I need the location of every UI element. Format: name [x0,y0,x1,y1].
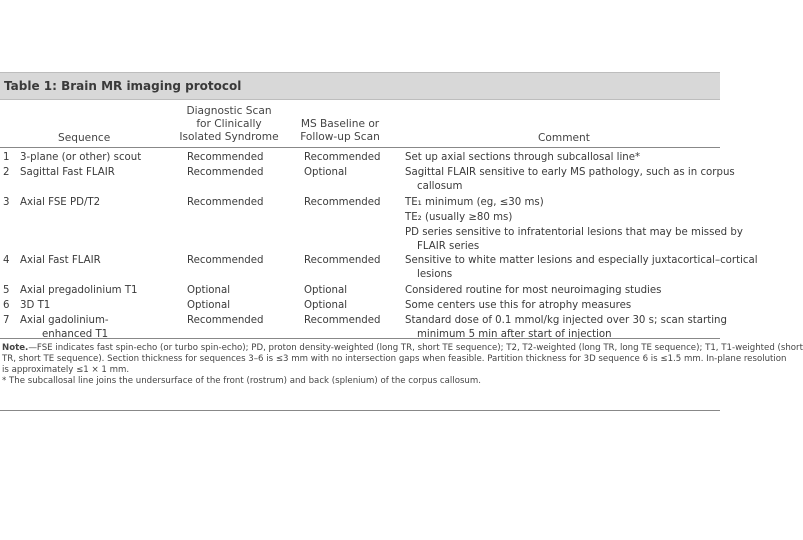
header-ms [290,118,390,144]
header-diagnostic [168,105,290,144]
row-comment: callosum [417,180,463,192]
row-sequence: 3D T1 [20,300,51,311]
row-diagnostic: Recommended [187,315,264,326]
row-ms: Optional [304,167,348,178]
row-ms: Recommended [304,255,381,266]
row-ms: Optional [304,300,348,311]
row-number: 5 [3,285,10,296]
header-ms-line: MS Baseline or [300,118,380,130]
row-diagnostic: Recommended [187,152,264,163]
note-line [0,343,803,354]
row-comment: TE₂ (usually ≥80 ms) [405,212,513,223]
footnote-line: * The subcallosal line joins the undersurface of the front (rostrum) and back (splenium) of the corpus callosum. [2,376,481,386]
row-number: 2 [3,167,10,178]
row-comment: FLAIR series [417,240,480,252]
row-ms: Optional [304,285,348,296]
row-ms: Recommended [304,152,381,163]
table-body [0,148,758,340]
row-ms: Recommended [304,315,381,326]
row-sequence: Axial Fast FLAIR [20,255,101,266]
row-sequence: Sagittal Fast FLAIR [20,167,115,178]
header-diagnostic-line: for Clinically [196,118,262,130]
row-comment: PD series sensitive to infratentorial lesions that may be missed by [405,227,743,238]
row-number: 1 [3,152,10,163]
row-sequence: enhanced T1 [42,328,109,340]
table-header [0,100,720,148]
row-sequence: Axial pregadolinium T1 [20,285,138,296]
header-diagnostic-line: Isolated Syndrome [179,131,279,143]
row-comment: TE₁ minimum (eg, ≤30 ms) [405,197,544,208]
header-ms-line: Follow-up Scan [300,131,380,143]
row-comment: Sensitive to white matter lesions and especially juxtacortical–cortical [405,255,758,266]
row-diagnostic: Recommended [187,167,264,178]
row-comment: Sagittal FLAIR sensitive to early MS pathology, such as in corpus [405,167,735,178]
row-sequence: 3-plane (or other) scout [20,152,142,163]
bottom-rule [0,410,720,411]
protocol-table [0,72,803,386]
row-sequence: Axial FSE PD/T2 [20,197,101,208]
row-diagnostic: Optional [187,300,231,311]
row-diagnostic: Recommended [187,197,264,208]
row-comment: Standard dose of 0.1 mmol/kg injected over 30 s; scan starting [405,315,727,326]
row-comment: Set up axial sections through subcallosal line* [405,152,641,163]
row-sequence: Axial gadolinium- [20,315,109,326]
row-number: 6 [3,300,10,311]
header-sequence: Sequence [58,132,111,144]
row-comment: Considered routine for most neuroimaging studies [405,285,662,296]
header-diagnostic-line: Diagnostic Scan [186,105,272,117]
row-ms: Recommended [304,197,381,208]
note-line: TR, short TE sequence). Section thickness for sequences 3–6 is ≤3 mm with no intersection gaps when feasible. Partition thickness for 3D sequence 6 is ≤1.5 mm. In-plane resolution [2,354,787,364]
row-number: 3 [3,197,10,208]
row-diagnostic: Recommended [187,255,264,266]
row-diagnostic: Optional [187,285,231,296]
row-comment: lesions [417,268,453,280]
row-number: 7 [3,315,10,326]
row-comment: minimum 5 min after start of injection [417,328,612,340]
row-comment: Some centers use this for atrophy measures [405,300,632,311]
note-text: —FSE indicates fast spin-echo (or turbo spin-echo); PD, proton density-weighted (long TR, short TE sequence); T2, T2-weighted (long TR, long TE sequence); T1, T1-weighted (short [28,343,803,353]
table-notes [0,338,803,387]
note-line: is approximately ≤1 × 1 mm. [2,365,130,375]
header-comment: Comment [538,132,590,144]
table-title: Table 1: Brain MR imaging protocol [0,72,720,100]
note-label: Note. [2,343,29,353]
row-number: 4 [3,255,10,266]
